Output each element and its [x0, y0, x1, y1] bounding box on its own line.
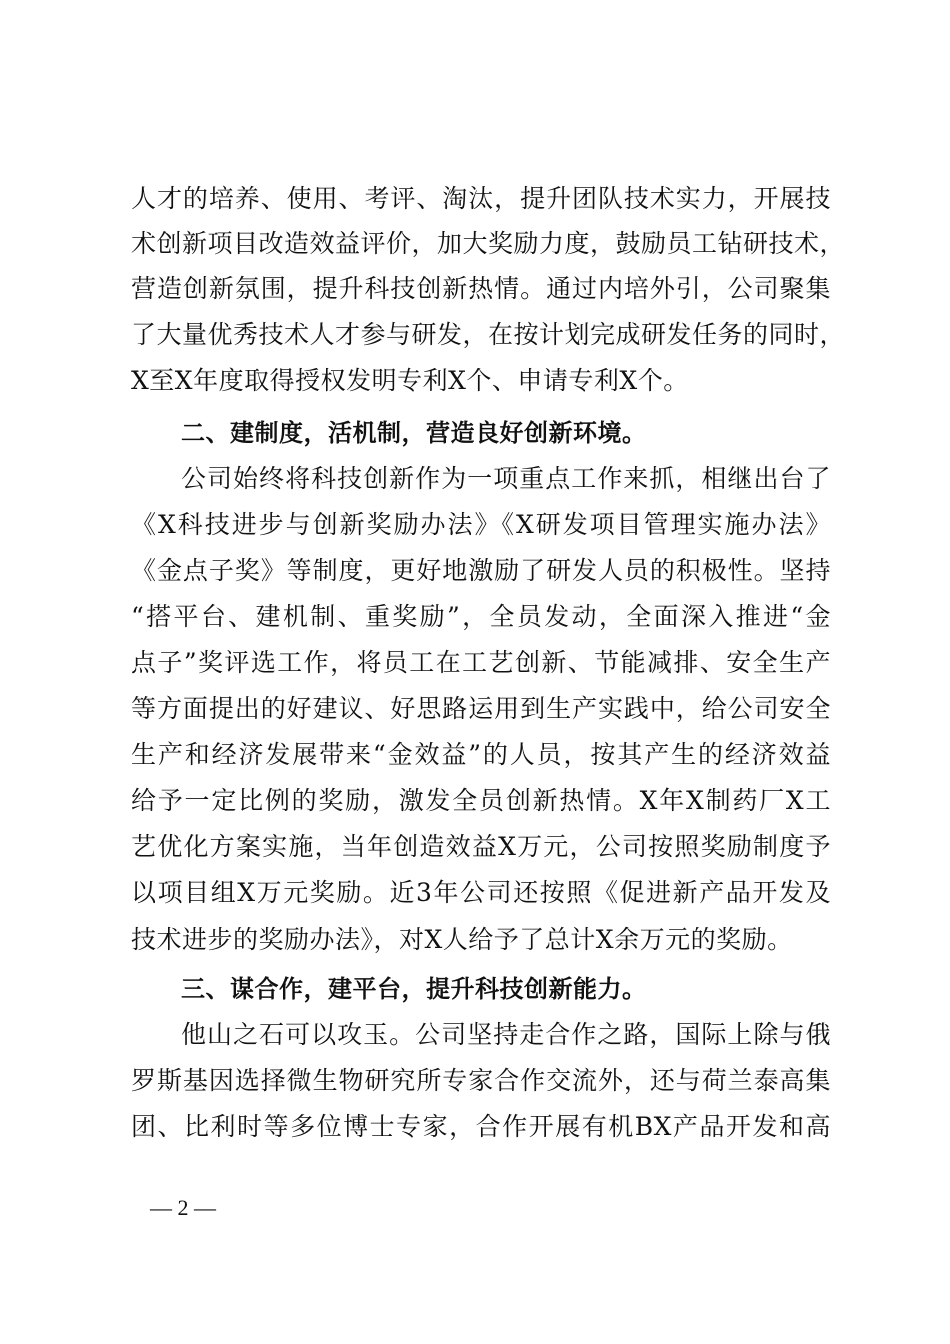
paragraph-line: 了大量优秀技术人才参与研发，在按计划完成研发任务的同时，: [131, 320, 846, 349]
page-number: — 2 —: [150, 1195, 216, 1220]
paragraph-line: 艺优化方案实施，当年创造效益X万元，公司按照奖励制度予: [131, 832, 831, 861]
paragraph-line: 公司始终将科技创新作为一项重点工作来抓，相继出台了: [181, 464, 831, 493]
paragraph-line: 以项目组X万元奖励。近3年公司还按照《促进新产品开发及: [131, 878, 831, 907]
paragraph-line: 他山之石可以攻玉。公司坚持走合作之路，国际上除与俄: [181, 1020, 831, 1049]
paragraph-line: 点子”奖评选工作，将员工在工艺创新、节能减排、安全生产: [131, 648, 831, 677]
paragraph-line: 《X科技进步与创新奖励办法》《X研发项目管理实施办法》: [131, 510, 831, 539]
paragraph-line: 给予一定比例的奖励，激发全员创新热情。X年X制药厂X工: [131, 786, 831, 815]
paragraph-line: 营造创新氛围，提升科技创新热情。通过内培外引，公司聚集: [131, 274, 831, 303]
paragraph-line: 生产和经济发展带来“金效益”的人员，按其产生的经济效益: [131, 740, 831, 769]
section-heading-2: 二、建制度，活机制，营造良好创新环境。: [181, 419, 647, 447]
paragraph-line: 人才的培养、使用、考评、淘汰，提升团队技术实力，开展技: [131, 184, 831, 213]
paragraph-line: X至X年度取得授权发明专利X个、申请专利X个。: [131, 366, 689, 395]
paragraph-line: 术创新项目改造效益评价，加大奖励力度，鼓励员工钻研技术，: [131, 229, 846, 258]
paragraph-line: 团、比利时等多位博士专家，合作开展有机BX产品开发和高: [131, 1112, 831, 1141]
paragraph-line: 《金点子奖》等制度，更好地激励了研发人员的积极性。坚持: [131, 556, 831, 585]
paragraph-line: 罗斯基因选择微生物研究所专家合作交流外，还与荷兰泰高集: [131, 1066, 831, 1095]
paragraph-line: “搭平台、建机制、重奖励”，全员发动，全面深入推进“金: [131, 602, 831, 631]
paragraph-line: 技术进步的奖励办法》，对X人给予了总计X余万元的奖励。: [131, 925, 793, 954]
section-heading-3: 三、谋合作，建平台，提升科技创新能力。: [181, 975, 647, 1003]
paragraph-line: 等方面提出的好建议、好思路运用到生产实践中，给公司安全: [131, 694, 831, 723]
